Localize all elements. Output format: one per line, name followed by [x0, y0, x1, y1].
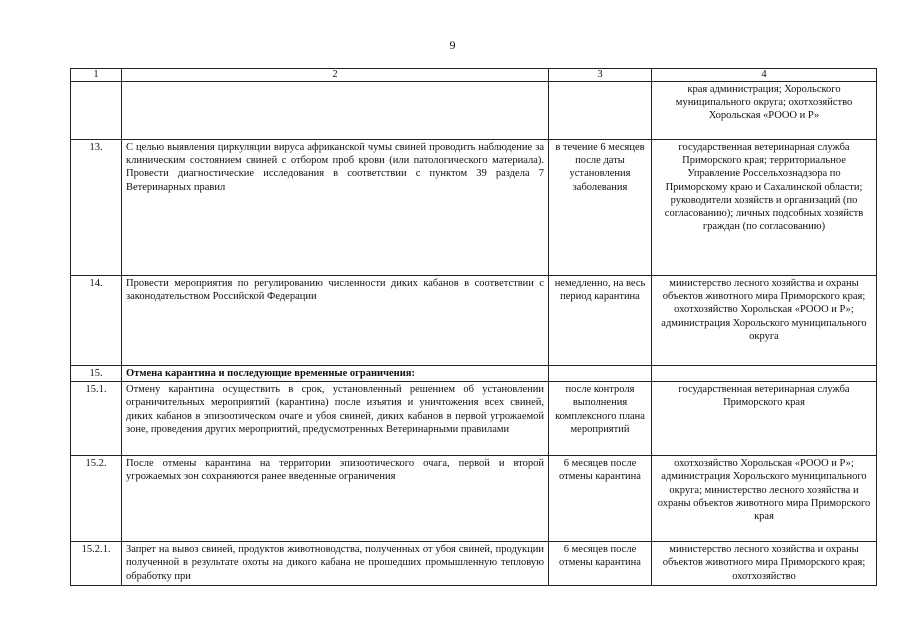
- row-responsible: министерство лесного хозяйства и охраны объектов животного мира Приморского края; охотхозяйство: [652, 542, 877, 586]
- row-measure: После отмены карантина на территории эпизоотического очага, первой и второй угрожаемых зон сохраняются ранее введенные ограничения: [122, 456, 549, 542]
- section-heading: Отмена карантина и последующие временные ограничения:: [122, 366, 549, 382]
- table-row: [71, 82, 877, 140]
- table-row: [71, 382, 877, 456]
- table-row: [71, 542, 877, 586]
- row-measure: Провести мероприятия по регулированию численности диких кабанов в соответствии с законодательством Российской Федерации: [122, 276, 549, 366]
- header-col-4: 4: [652, 69, 877, 82]
- row-responsible: государственная ветеринарная служба Приморского края; территориальное Управление Россельхознадзора по Приморскому краю и Сахалинской области; руководители хозяйств и организаций (по согласованию); личных подсобных хозяйств граждан (по согласованию): [652, 140, 877, 276]
- table-header-row: [71, 69, 877, 82]
- header-col-2: 2: [122, 69, 549, 82]
- row-measure: [122, 82, 549, 140]
- row-number: 14.: [71, 276, 122, 366]
- row-term: [549, 366, 652, 382]
- row-term: после контроля выполнения комплексного плана мероприятий: [549, 382, 652, 456]
- table-row: [71, 276, 877, 366]
- row-term: 6 месяцев после отмены карантина: [549, 456, 652, 542]
- row-number: 13.: [71, 140, 122, 276]
- row-responsible: края администрация; Хорольского муниципального округа; охотхозяйство Хорольская «РООО и Р»: [652, 82, 877, 140]
- header-col-1: 1: [71, 69, 122, 82]
- measures-table: [70, 68, 877, 586]
- table-row: [71, 140, 877, 276]
- row-responsible: [652, 366, 877, 382]
- row-number: 15.2.1.: [71, 542, 122, 586]
- row-term: в течение 6 месяцев после даты установления заболевания: [549, 140, 652, 276]
- row-measure: Запрет на вывоз свиней, продуктов животноводства, полученных от убоя свиней, продукции полученной в результате охоты на дикого кабана не прошедших промышленную тепловую обработку при: [122, 542, 549, 586]
- header-col-3: 3: [549, 69, 652, 82]
- row-number: [71, 82, 122, 140]
- row-number: 15.1.: [71, 382, 122, 456]
- page-number: 9: [449, 38, 456, 52]
- row-responsible: охотхозяйство Хорольская «РООО и Р»; администрация Хорольского муниципального округа; министерство лесного хозяйства и охраны объектов животного мира Приморского края: [652, 456, 877, 542]
- row-number: 15.2.: [71, 456, 122, 542]
- row-responsible: государственная ветеринарная служба Приморского края: [652, 382, 877, 456]
- row-measure: С целью выявления циркуляции вируса африканской чумы свиней проводить наблюдение за клиническим состоянием свиней с отбором проб крови (или патологического материала). Провести диагностические исследования в соответствии с пунктом 39 раздела 7 Ветеринарных правил: [122, 140, 549, 276]
- row-term: немедленно, на весь период карантина: [549, 276, 652, 366]
- row-term: [549, 82, 652, 140]
- table-row: [71, 366, 877, 382]
- row-number: 15.: [71, 366, 122, 382]
- row-responsible: министерство лесного хозяйства и охраны объектов животного мира Приморского края; охотхозяйство Хорольская «РООО и Р»; администрация Хорольского муниципального округа: [652, 276, 877, 366]
- row-term: 6 месяцев после отмены карантина: [549, 542, 652, 586]
- row-measure: Отмену карантина осуществить в срок, установленный решением об установлении ограничительных мероприятий (карантина) после изъятия и уничтожения всех свиней, диких кабанов в эпизоотическом очаге и убоя свиней, диких кабанов в первой угрожаемой зоне, проведения других мероприятий, предусмотренных Ветеринарными правилами: [122, 382, 549, 456]
- table-row: [71, 456, 877, 542]
